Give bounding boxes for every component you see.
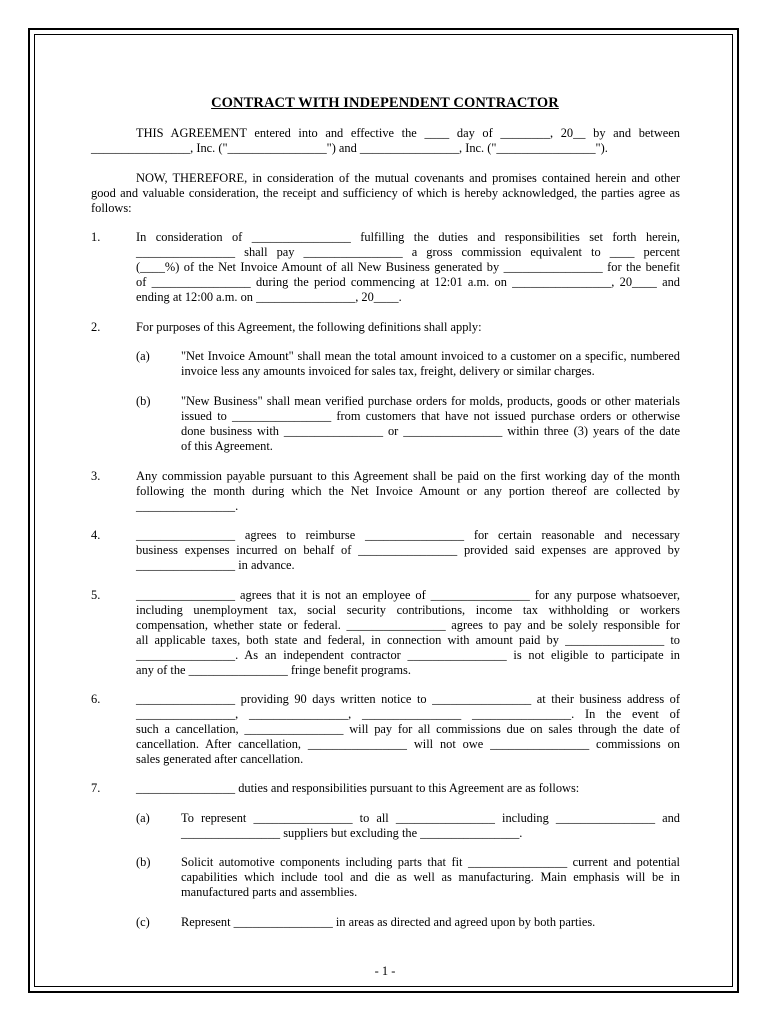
section-7c-label: (c) bbox=[136, 915, 150, 929]
section-6-line-2: ________________, ________________, ________________ ________________. In the event of bbox=[136, 707, 680, 721]
section-4-line-3: ________________ in advance. bbox=[136, 558, 295, 572]
section-2b-line-4: of this Agreement. bbox=[181, 439, 273, 453]
section-5-line-3: compensation, whether state or federal. ________________ agrees to pay and be solely responsible for bbox=[136, 618, 680, 632]
section-6-line-5: sales generated after cancellation. bbox=[136, 752, 304, 766]
section-1-number: 1. bbox=[91, 230, 101, 244]
section-5-line-5: ________________. As an independent contractor ________________ is not eligible to participate in bbox=[136, 648, 680, 662]
section-3-line-1: Any commission payable pursuant to this Agreement shall be paid on the first working day of the month bbox=[136, 469, 680, 483]
section-5-line-1: ________________ agrees that it is not an employee of ________________ for any purpose whatsoever, bbox=[136, 588, 680, 602]
section-7-number: 7. bbox=[91, 781, 101, 795]
section-7-line-1: ________________ duties and responsibilities pursuant to this Agreement are as follows: bbox=[136, 781, 580, 795]
section-7a-line-1: To represent ________________ to all ________________ including ________________ and bbox=[181, 811, 680, 825]
section-2b-line-3: done business with ________________ or ________________ within three (3) years of the date bbox=[181, 424, 680, 438]
section-2b-line-1: "New Business" shall mean verified purchase orders for molds, products, goods or other materials bbox=[181, 394, 680, 408]
section-5-line-2: including unemployment tax, social security contributions, income tax withholding or workers bbox=[136, 603, 680, 617]
section-2a-line-1: "Net Invoice Amount" shall mean the total amount invoiced to a customer on a specific, numbered bbox=[181, 349, 680, 363]
intro-line-1: THIS AGREEMENT entered into and effective the ____ day of ________, 20__ by and between bbox=[136, 126, 680, 140]
section-6-line-1: ________________ providing 90 days written notice to ________________ at their business address of bbox=[136, 692, 680, 706]
section-6-line-4: cancellation. After cancellation, ________________ will not owe ________________ commissions on bbox=[136, 737, 680, 751]
section-7c-line-1: Represent ________________ in areas as directed and agreed upon by both parties. bbox=[181, 915, 596, 929]
section-4-line-1: ________________ agrees to reimburse ________________ for certain reasonable and necessary bbox=[136, 528, 680, 542]
section-5-number: 5. bbox=[91, 588, 101, 602]
section-2b-label: (b) bbox=[136, 394, 151, 408]
section-7b-line-2: capabilities which include tool and die as well as manufacturing. Main emphasis will be in bbox=[181, 870, 680, 884]
section-5-line-6: any of the ________________ fringe benefit programs. bbox=[136, 663, 411, 677]
section-6-number: 6. bbox=[91, 692, 101, 706]
section-2a-label: (a) bbox=[136, 349, 150, 363]
section-1-line-5: ending at 12:00 a.m. on ________________, 20____. bbox=[136, 290, 402, 304]
section-1-line-1: In consideration of ________________ fulfilling the duties and responsibilities set forth herein, bbox=[136, 230, 680, 244]
section-7a-line-2: ________________ suppliers but excluding the ________________. bbox=[181, 826, 523, 840]
now-therefore-line-3: follows: bbox=[91, 201, 132, 215]
section-2a-line-2: invoice less any amounts invoiced for sales tax, freight, delivery or similar charges. bbox=[181, 364, 595, 378]
now-therefore-line-1: NOW, THEREFORE, in consideration of the mutual covenants and promises contained herein and other bbox=[136, 171, 680, 185]
document-title: CONTRACT WITH INDEPENDENT CONTRACTOR bbox=[211, 95, 559, 111]
section-2-line-1: For purposes of this Agreement, the following definitions shall apply: bbox=[136, 320, 482, 334]
section-6-line-3: such a cancellation, ________________ will pay for all commissions due on sales through the date of bbox=[136, 722, 680, 736]
now-therefore-line-2: good and valuable consideration, the receipt and sufficiency of which is hereby acknowledged, the parties agree as bbox=[91, 186, 680, 200]
section-4-line-2: business expenses incurred on behalf of ________________ provided said expenses are approved by bbox=[136, 543, 680, 557]
section-4-number: 4. bbox=[91, 528, 101, 542]
section-2b-line-2: issued to ________________ from customers that have not issued purchase orders or otherwise bbox=[181, 409, 680, 423]
section-7b-line-1: Solicit automotive components including parts that fit ________________ current and potential bbox=[181, 855, 680, 869]
section-7b-line-3: manufactured parts and assemblies. bbox=[181, 885, 358, 899]
section-5-line-4: all applicable taxes, both state and federal, in connection with amount paid by ________________ to bbox=[136, 633, 680, 647]
section-1-line-2: ________________ shall pay ________________ a gross commission equivalent to ____ percent bbox=[136, 245, 680, 259]
intro-line-2: ________________, Inc. ("________________") and ________________, Inc. ("________________"). bbox=[91, 141, 608, 155]
section-3-line-2: following the month during which the Net Invoice Amount or any portion thereof are collected by bbox=[136, 484, 680, 498]
section-1-line-3: (____%) of the Net Invoice Amount of all New Business generated by ________________ for the benefit bbox=[136, 260, 680, 274]
section-3-number: 3. bbox=[91, 469, 101, 483]
section-7b-label: (b) bbox=[136, 855, 151, 869]
section-1-line-4: of ________________ during the period commencing at 12:01 a.m. on ________________, 20____ and bbox=[136, 275, 680, 289]
page-number: - 1 - bbox=[374, 964, 396, 978]
section-2-number: 2. bbox=[91, 320, 101, 334]
section-7a-label: (a) bbox=[136, 811, 150, 825]
section-3-line-3: ________________. bbox=[136, 499, 239, 513]
